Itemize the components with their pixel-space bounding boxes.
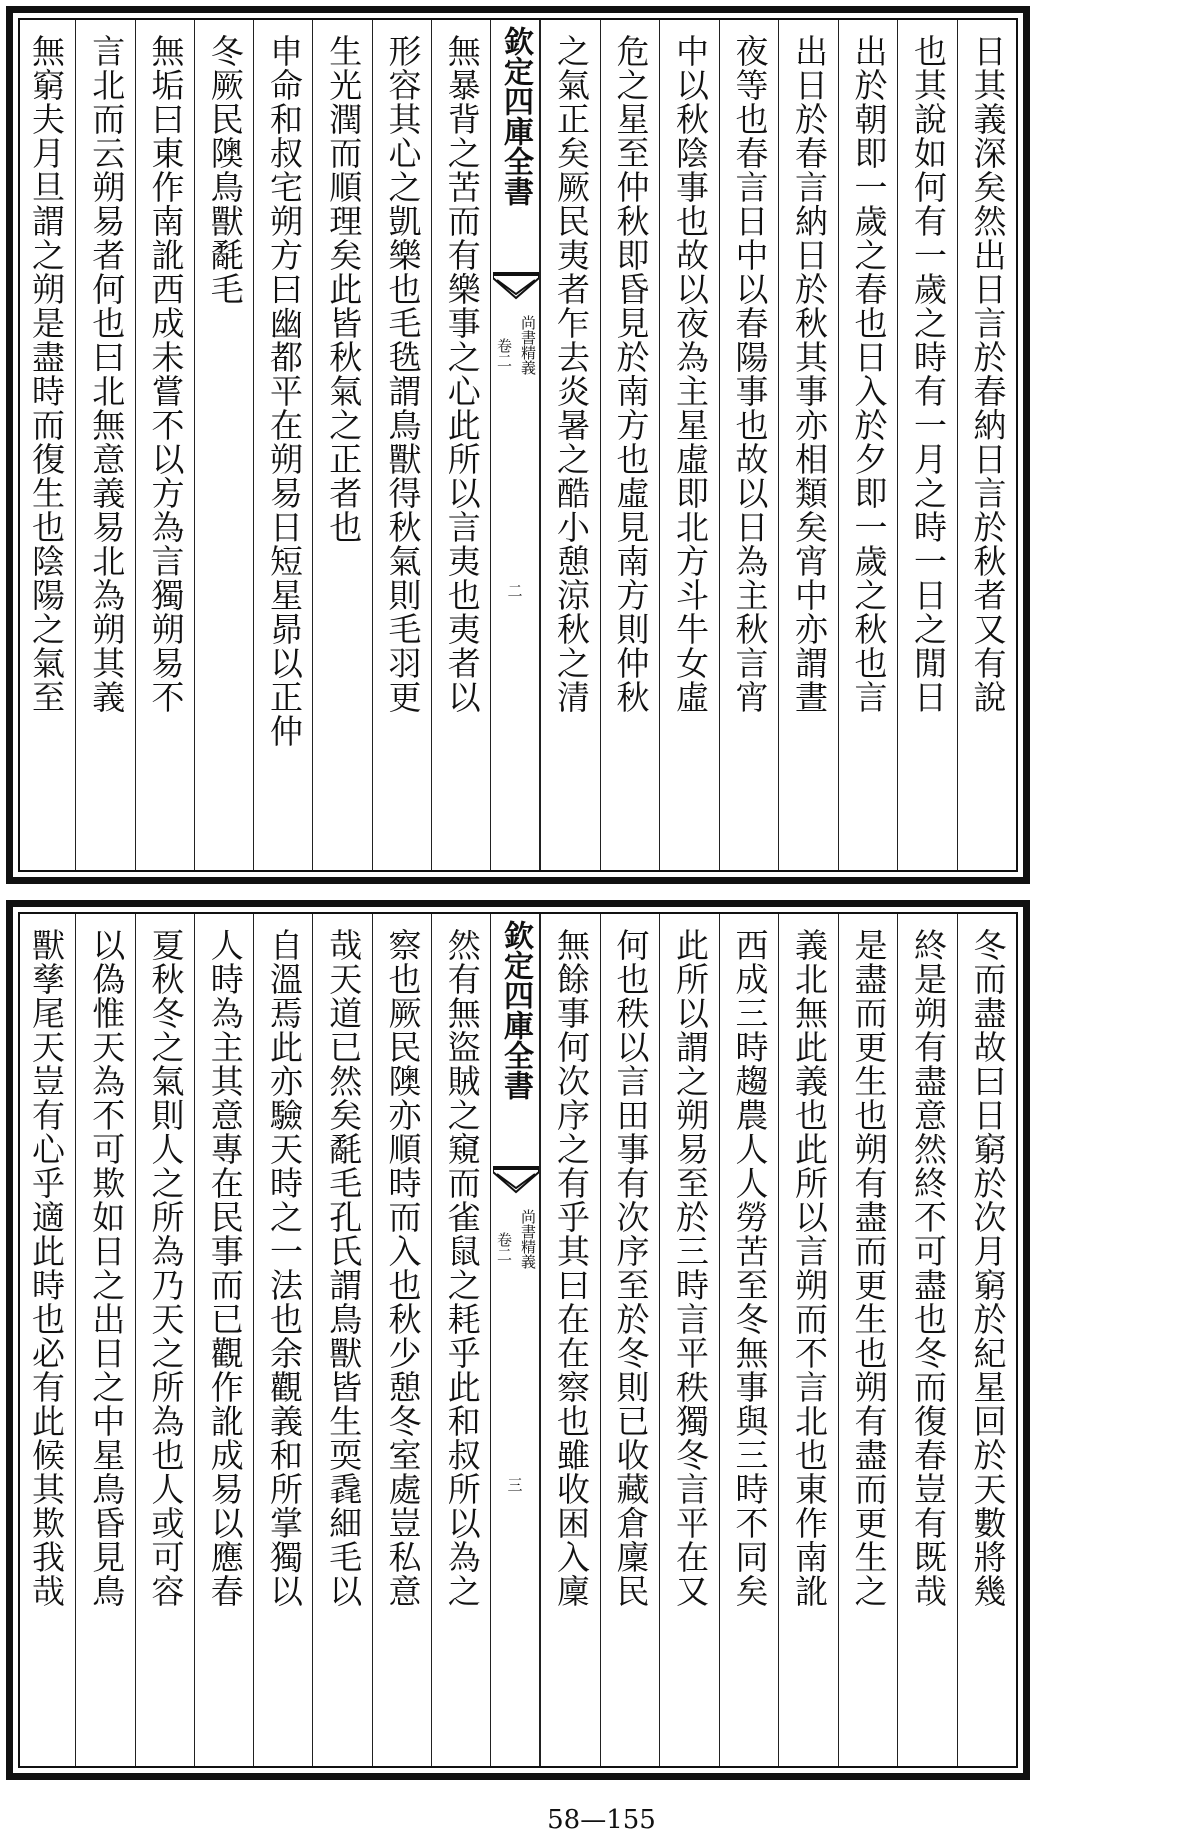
text-column — [540, 914, 600, 1766]
column-text: 此所以謂之朔易至於三時言平秩獨冬言平在又 — [671, 928, 710, 1608]
text-column — [540, 20, 600, 870]
text-column — [135, 914, 194, 1766]
column-text: 獸孳尾天豈有心乎適此時也必有此候其欺我哉 — [27, 928, 66, 1608]
folio-number: 二 — [507, 582, 523, 600]
column-text: 生光潤而順理矣此皆秋氣之正者也 — [324, 34, 364, 544]
column-text: 出日於春言納日於秋其事亦相類矣宵中亦謂晝 — [790, 34, 829, 714]
column-text: 出於朝即一歲之春也日入於夕即一歲之秋也言 — [849, 34, 889, 714]
column-text: 察也厥民隩亦順時而入也秋少憩冬室處豈私意 — [383, 928, 423, 1608]
text-column — [659, 20, 719, 870]
text-column — [600, 914, 660, 1766]
book-title: 欽定四庫全書 — [498, 920, 533, 1100]
text-column — [312, 914, 371, 1766]
text-column — [719, 914, 779, 1766]
column-text: 冬厥民隩鳥獸氄毛 — [205, 34, 245, 306]
text-column — [372, 914, 431, 1766]
text-column — [778, 20, 838, 870]
column-text: 冬而盡故曰日窮於次月窮於紀星回於天數將幾 — [968, 928, 1008, 1608]
page-inner-border — [18, 18, 1018, 872]
column-text: 無餘事何次序之有乎其曰在在察也雖收困入廩 — [552, 928, 591, 1608]
text-column — [194, 20, 253, 870]
text-column — [16, 20, 75, 870]
column-text: 危之星至仲秋即昏見於南方也虛見南方則仲秋 — [611, 34, 651, 714]
column-text: 西成三時趨農人人勞苦至冬無事與三時不同矣 — [730, 928, 770, 1608]
page-inner-border — [18, 912, 1018, 1768]
column-text: 夜等也春言日中以春陽事也故以日為主秋言宵 — [730, 34, 770, 714]
text-column — [838, 20, 898, 870]
text-column — [778, 914, 838, 1766]
column-text: 無垢曰東作南訛西成未嘗不以方為言獨朔易不 — [146, 34, 186, 714]
text-column — [372, 20, 431, 870]
center-fold-strip — [490, 20, 540, 870]
text-column — [75, 20, 134, 870]
text-column — [253, 914, 312, 1766]
column-text: 終是朔有盡意然終不可盡也冬而復春豈有既哉 — [909, 928, 948, 1608]
column-text: 中以秋陰事也故以夜為主星虛即北方斗牛女虛 — [671, 34, 710, 714]
column-text: 無窮夫月旦謂之朔是盡時而復生也陰陽之氣至 — [27, 34, 66, 714]
text-column — [957, 914, 1017, 1766]
column-text: 是盡而更生也朔有盡而更生也朔有盡而更生之 — [849, 928, 889, 1608]
text-column — [897, 914, 957, 1766]
column-text: 也其說如何有一歲之時有一月之時一日之閒日 — [909, 34, 948, 714]
text-column — [838, 914, 898, 1766]
text-column — [897, 20, 957, 870]
folio-number: 三 — [507, 1476, 523, 1494]
column-text: 以偽惟天為不可欺如日之出日之中星鳥昏見鳥 — [87, 928, 127, 1608]
center-fold-strip — [490, 914, 540, 1766]
text-column — [312, 20, 371, 870]
column-text: 自溫焉此亦驗天時之一法也余觀義和所掌獨以 — [265, 928, 304, 1608]
text-column — [957, 20, 1017, 870]
text-column — [16, 914, 75, 1766]
column-text: 義北無此義也此所以言朔而不言北也東作南訛 — [790, 928, 829, 1608]
text-columns — [20, 914, 1016, 1766]
book-title: 欽定四庫全書 — [498, 26, 533, 206]
column-text: 夏秋冬之氣則人之所為乃天之所為也人或可容 — [146, 928, 186, 1608]
column-text: 何也秩以言田事有次序至於冬則已收藏倉廩民 — [611, 928, 651, 1608]
text-column — [75, 914, 134, 1766]
text-column — [194, 914, 253, 1766]
column-text: 言北而云朔易者何也曰北無意義易北為朔其義 — [87, 34, 127, 714]
volume-label: 卷二 — [495, 338, 513, 368]
fishtail-mark-icon — [493, 1166, 539, 1196]
text-column — [253, 20, 312, 870]
page-footer-number: 58—155 — [547, 1805, 656, 1835]
text-column — [659, 914, 719, 1766]
volume-label: 卷二 — [495, 1232, 513, 1262]
work-title: 尚書精義 — [519, 1209, 537, 1269]
column-text: 日其義深矣然出日言於春納日言於秋者又有說 — [968, 34, 1008, 714]
text-column — [600, 20, 660, 870]
text-column — [135, 20, 194, 870]
fishtail-mark-icon — [493, 272, 539, 302]
text-column — [431, 914, 490, 1766]
column-text: 申命和叔宅朔方曰幽都平在朔易日短星昴以正仲 — [265, 34, 304, 748]
column-text: 然有無盜賊之窺而雀鼠之耗乎此和叔所以為之 — [442, 928, 482, 1608]
column-text: 之氣正矣厥民夷者乍去炎暑之酷小憩涼秋之清 — [552, 34, 591, 714]
work-title: 尚書精義 — [519, 315, 537, 375]
text-column — [719, 20, 779, 870]
text-columns — [20, 20, 1016, 870]
text-column — [431, 20, 490, 870]
column-text: 人時為主其意專在民事而已觀作訛成易以應春 — [205, 928, 245, 1608]
column-text: 形容其心之凱樂也毛毨謂鳥獸得秋氣則毛羽更 — [383, 34, 423, 714]
page-lower — [0, 900, 1203, 1790]
column-text: 哉天道已然矣氄毛孔氏謂鳥獸皆生耎毳細毛以 — [324, 928, 364, 1608]
column-text: 無暴背之苦而有樂事之心此所以言夷也夷者以 — [442, 34, 482, 714]
page-upper — [0, 0, 1203, 890]
